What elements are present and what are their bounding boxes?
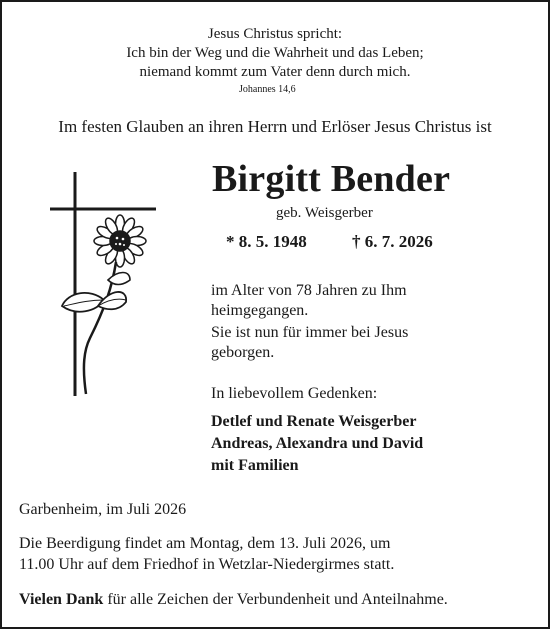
thanks-bold: Vielen Dank	[19, 591, 104, 608]
mourners-line-1: Detlef und Renate Weisgerber	[211, 413, 417, 430]
verse-line-3: niemand kommt zum Vater denn durch mich.	[139, 64, 411, 80]
mourners-heading: In liebevollem Gedenken:	[211, 385, 378, 402]
death-date: † 6. 7. 2026	[352, 232, 433, 251]
thanks-text	[19, 590, 448, 610]
mourners-line-2: Andreas, Alexandra und David	[211, 435, 424, 452]
deceased-name: Birgitt Bender	[212, 158, 451, 200]
funeral-line-2: 11.00 Uhr auf dem Friedhof in Wetzlar-Niedergirmes statt.	[19, 556, 395, 573]
birth-date: * 8. 5. 1948	[226, 232, 307, 251]
intro-text: Im festen Glauben an ihren Herrn und Erlöser Jesus Christus ist	[58, 117, 492, 136]
maiden-name: geb. Weisgerber	[276, 205, 373, 221]
verse-line-1: Jesus Christus spricht:	[207, 26, 343, 42]
verse-line-2: Ich bin der Weg und die Wahrheit und das Leben;	[126, 45, 424, 61]
thanks-rest: für alle Zeichen der Verbundenheit und Anteilnahme.	[103, 591, 448, 608]
message-line-4: geborgen.	[211, 344, 275, 361]
message-line-3: Sie ist nun für immer bei Jesus	[211, 324, 409, 341]
funeral-line-1: Die Beerdigung findet am Montag, dem 13. Juli 2026, um	[19, 535, 391, 552]
message-line-1: im Alter von 78 Jahren zu Ihm	[211, 282, 407, 299]
cross-icon	[46, 170, 166, 400]
message-line-2: heimgegangen.	[211, 302, 309, 319]
place-date: Garbenheim, im Juli 2026	[19, 501, 187, 518]
verse-reference: Johannes 14,6	[239, 84, 296, 95]
mourners-line-3: mit Familien	[211, 457, 299, 474]
